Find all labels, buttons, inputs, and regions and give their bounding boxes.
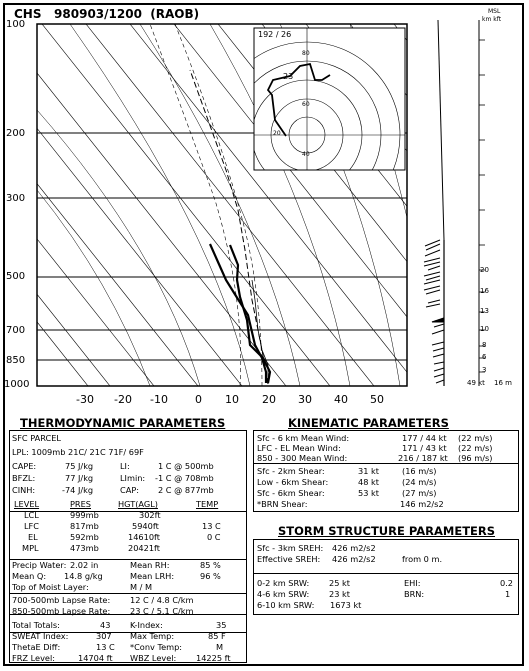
level-name: MPL [22,543,39,553]
lapse1-value: 12 C / 4.8 C/km [130,595,194,605]
bfzl-value: 77 J/kg [65,473,94,483]
ehi-label: EHI: [404,578,421,588]
conv-label: *Conv Temp: [130,642,183,652]
k-label: K-Index: [130,620,163,630]
meanq-value: 14.8 g/kg [64,571,103,581]
levels-header: LEVEL [14,499,40,509]
limin-label: LImin: [120,473,146,483]
meanlrh-value: 96 % [200,571,221,581]
temp-label: 10 [225,393,239,406]
shear-value: 53 kt [358,488,379,498]
sounding-datetime: 980903/1200 [54,7,142,21]
station-id: CHS [14,7,42,21]
hodo-ring-label: 60 [302,101,310,108]
srw-value: 25 kt [329,578,350,588]
cape-label: CAPE: [12,461,37,471]
cap-value: 2 C @ 877mb [158,485,214,495]
level-name: LCL [24,510,39,520]
cinh-label: CINH: [12,485,36,495]
thetae-label: ThetaE Diff: [12,642,61,652]
level-pres: 592mb [70,532,99,542]
temp-label: 40 [334,393,348,406]
level-hgt: 5940ft [132,521,159,531]
height-label: 10 [480,325,489,333]
wbz-value: 14225 ft [196,653,231,663]
li-label: LI: [120,461,130,471]
level-temp: 0 C [207,532,221,542]
pressure-label: 100 [6,19,26,30]
height-bottom-label: 16 m [494,379,512,387]
height-label: 13 [480,307,489,315]
level-hgt: 14610ft [128,532,160,542]
thetae-value: 13 C [96,642,115,652]
frz-label: FRZ Level: [12,653,55,663]
frz-value: 14704 ft [78,653,113,663]
pressure-label: 300 [6,193,26,204]
shear-label: Sfc - 6km Shear: [257,488,325,498]
lapse2-label: 850-500mb Lapse Rate: [12,606,111,616]
temp-label: 50 [370,393,384,406]
height-axis-header: MSL [488,8,501,15]
srw-label: 6-10 km SRW: [257,600,315,610]
esreh-from: from 0 m. [402,554,443,564]
level-hgt: 302ft [139,510,161,520]
shear-ms: (27 m/s) [402,488,437,498]
wind-value: 177 / 44 kt [402,433,447,443]
brn-value: 146 m2/s2 [400,499,444,509]
parcel-type: SFC PARCEL [12,433,61,443]
maxt-value: 85 F [208,631,226,641]
pressure-label: 1000 [4,379,30,390]
wind-label: 850 - 300 Mean Wind: [257,453,348,463]
shear-label: Sfc - 2km Shear: [257,466,325,476]
shear-value: 48 kt [358,477,379,487]
shear-label: Low - 6km Shear: [257,477,329,487]
precip-label: Precip Water: [12,560,67,570]
wind-barbs [424,20,444,386]
pressure-label: 850 [6,355,26,366]
hodo-ring-label: 20 [273,130,281,137]
conv-value: M [216,642,224,652]
tt-label: Total Totals: [12,620,60,630]
height-label: 3 [482,366,487,374]
brn-label-2: BRN: [404,589,425,599]
hodo-ring-label: 80 [302,50,310,57]
meanrh-label: Mean RH: [130,560,170,570]
pressure-label: 500 [6,271,26,282]
bfzl-label: BFZL: [12,473,36,483]
wind-value: 216 / 187 kt [398,453,448,463]
li-value: 1 C @ 500mb [158,461,214,471]
barb-speed-label: 49 kt [467,379,485,387]
wind-label: Sfc - 6 km Mean Wind: [257,433,350,443]
temp-label: -30 [76,393,94,406]
sweat-label: SWEAT Index: [12,631,69,641]
meanq-label: Mean Q: [12,571,47,581]
k-value: 35 [216,620,227,630]
brn-value-2: 1 [505,589,511,599]
temp-label: 30 [298,393,312,406]
height-label: 8 [482,341,487,349]
shear-ms: (16 m/s) [402,466,437,476]
sreh3-label: Sfc - 3km SREH: [257,543,324,553]
temp-label: 20 [262,393,276,406]
level-hgt: 20421ft [128,543,160,553]
wind-ms: (96 m/s) [458,453,493,463]
srw-value: 1673 kt [330,600,362,610]
cap-label: CAP: [120,485,140,495]
sreh3-value: 426 m2/s2 [332,543,376,553]
meanlrh-label: Mean LRH: [130,571,175,581]
moist-adiabats [150,24,262,386]
shear-ms: (24 m/s) [402,477,437,487]
lpl: LPL: 1009mb 21C/ 21C 71F/ 69F [12,447,144,457]
esreh-label: Effective SREH: [257,554,321,564]
kinematic-title: KINEMATIC PARAMETERS [288,416,449,430]
data-source: (RAOB) [150,7,200,21]
level-name: LFC [24,521,39,531]
hodo-marker: 23 [283,72,294,81]
temp-label: -20 [114,393,132,406]
limin-value: -1 C @ 708mb [155,473,214,483]
level-pres: 999mb [70,510,99,520]
level-name: EL [28,532,38,542]
level-temp: 13 C [202,521,221,531]
cape-value: 75 J/kg [65,461,94,471]
maxt-label: Max Temp: [130,631,175,641]
storm-motion: 192 / 26 [258,30,292,39]
brn-label: *BRN Shear: [257,499,308,509]
wind-ms: (22 m/s) [458,433,493,443]
precip-value: 2.02 in [70,560,99,570]
level-pres: 817mb [70,521,99,531]
levels-header: TEMP [196,499,219,509]
cinh-value: -74 J/kg [62,485,94,495]
wbz-label: WBZ Level: [130,653,177,663]
hodo-ring-label: 40 [302,151,310,158]
height-axis-units: km kft [482,16,502,23]
tt-value: 43 [100,620,111,630]
moist-value: M / M [130,582,153,592]
sweat-value: 307 [96,631,112,641]
pressure-label: 200 [6,128,26,139]
meanrh-value: 85 % [200,560,221,570]
lapse2-value: 23 C / 5.1 C/km [130,606,194,616]
levels-header: HGT(AGL) [118,499,158,509]
esreh-value: 426 m2/s2 [332,554,376,564]
wind-label: LFC - EL Mean Wind: [257,443,341,453]
height-label: 6 [482,353,487,361]
temp-label: -10 [150,393,168,406]
wind-ms: (22 m/s) [458,443,493,453]
shear-value: 31 kt [358,466,379,476]
moist-label: Top of Moist Layer: [12,582,89,592]
pressure-label: 700 [6,325,26,336]
srw-label: 4-6 km SRW: [257,589,310,599]
levels-header: PRES [70,499,91,509]
height-label: 20 [480,266,489,274]
storm-title: STORM STRUCTURE PARAMETERS [278,524,496,538]
level-pres: 473mb [70,543,99,553]
srw-value: 23 kt [329,589,350,599]
ehi-value: 0.2 [500,578,514,588]
temp-label: 0 [195,393,202,406]
srw-label: 0-2 km SRW: [257,578,310,588]
lapse1-label: 700-500mb Lapse Rate: [12,595,111,605]
thermo-title: THERMODYNAMIC PARAMETERS [20,416,226,430]
wind-value: 171 / 43 kt [402,443,447,453]
height-label: 16 [480,287,489,295]
